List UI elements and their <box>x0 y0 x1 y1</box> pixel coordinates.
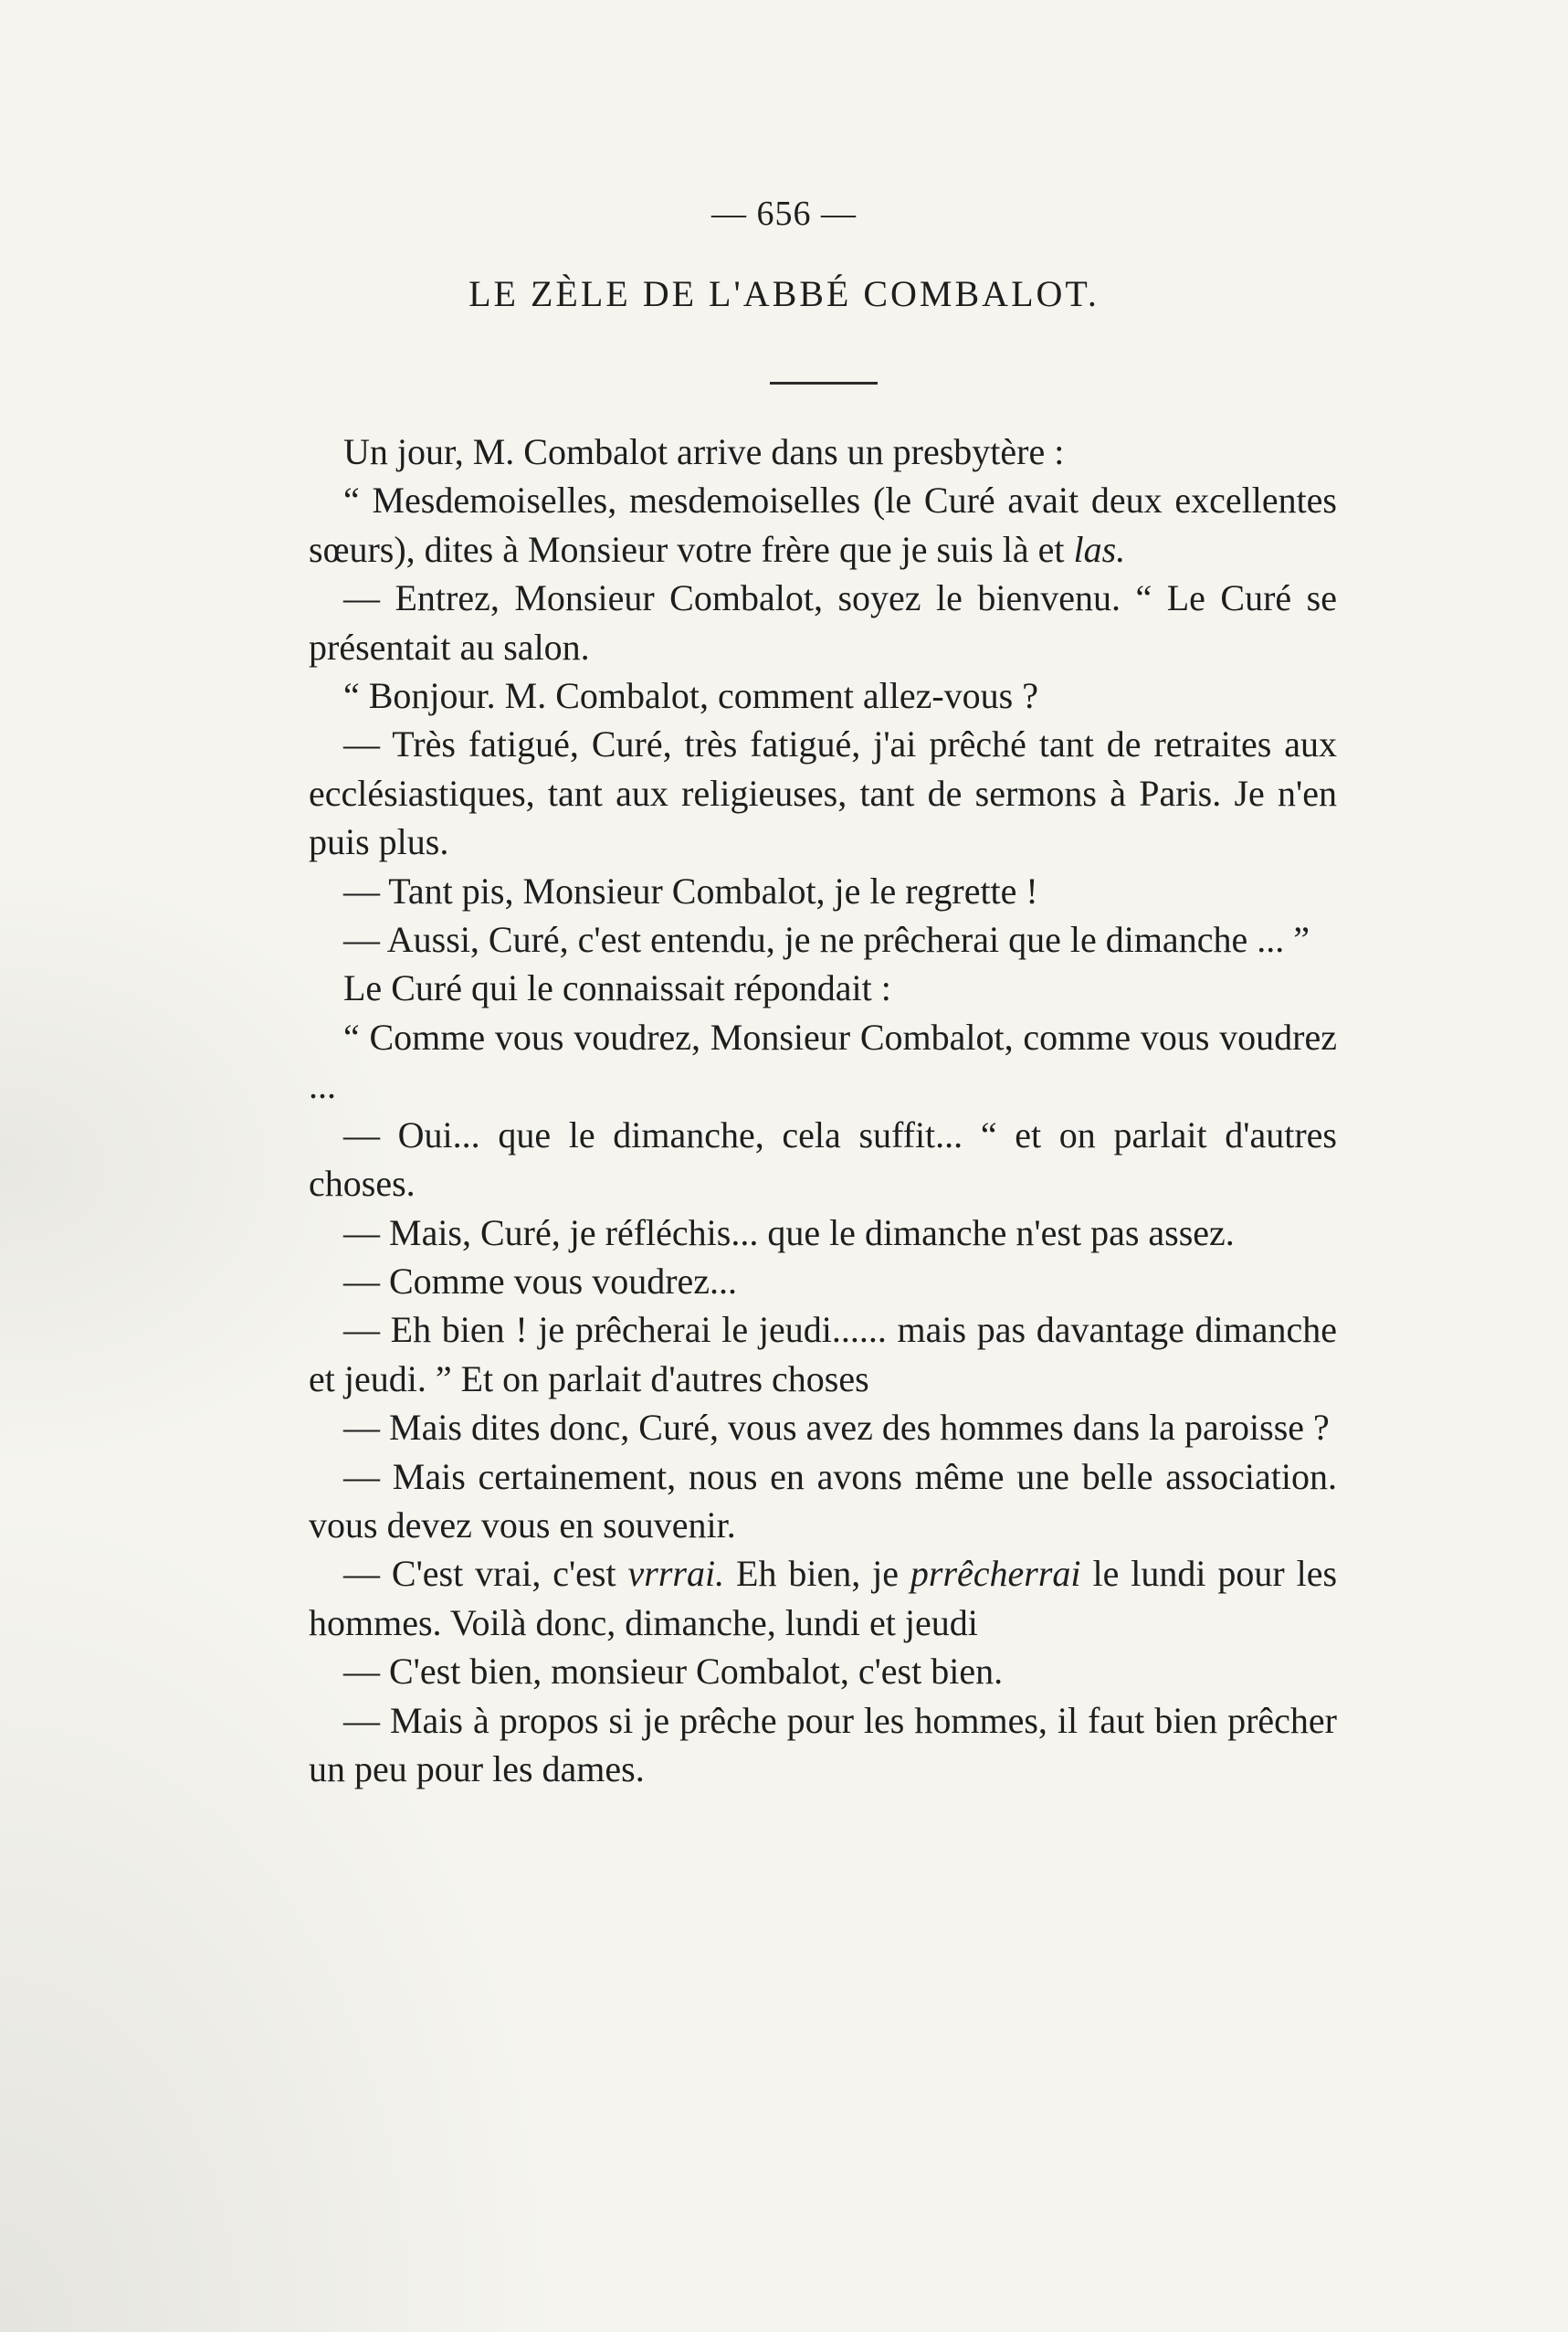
italic-text: las. <box>1073 528 1126 570</box>
paragraph-text: — C'est vrai, c'est <box>343 1553 628 1595</box>
paragraph-text: — Mais à propos si je prêche pour les hommes, il faut bien prêcher un peu pour les dames. <box>309 1699 1337 1789</box>
paragraph <box>309 476 1337 574</box>
paragraph-text: — Mais dites donc, Curé, vous avez des hommes dans la paroisse ? <box>343 1407 1330 1449</box>
paragraph <box>309 1208 1337 1257</box>
paragraph <box>309 1647 1337 1695</box>
paragraph-text: — Mais certainement, nous en avons même une belle association. vous devez vous en souvenir. <box>309 1455 1337 1546</box>
paragraph-text: — C'est bien, monsieur Combalot, c'est bien. <box>343 1651 1004 1693</box>
paragraph-text: Le Curé qui le connaissait répondait : <box>343 967 891 1009</box>
paragraph-text: — Aussi, Curé, c'est entendu, je ne prêcherai que le dimanche ... ” <box>343 919 1310 961</box>
paragraph-text: “ Mesdemoiselles, mesdemoiselles (le Curé avait deux excellentes sœurs), dites à Monsieur votre frère que je suis là et <box>309 480 1337 570</box>
paragraph-text: — Eh bien ! je prêcherai le jeudi...... mais pas davantage dimanche et jeudi. ” Et on parlait d'autres choses <box>309 1309 1337 1399</box>
paragraph <box>309 867 1337 915</box>
paragraph-text: — Comme vous voudrez... <box>343 1260 738 1302</box>
paragraph-text: Un jour, M. Combalot arrive dans un presbytère : <box>343 431 1065 472</box>
paragraph <box>309 1696 1337 1794</box>
paragraph-text: — Très fatigué, Curé, très fatigué, j'ai prêché tant de retraites aux ecclésiastiques, tant aux religieuses, tant de sermons à Paris. Je n'en puis plus. <box>309 723 1337 863</box>
chapter-title: LE ZÈLE DE L'ABBÉ COMBALOT. <box>468 273 1100 314</box>
paragraph <box>309 964 1337 1012</box>
paragraph <box>309 427 1337 476</box>
paragraph <box>309 1305 1337 1403</box>
paragraph <box>309 1013 1337 1111</box>
paragraph-text: — Entrez, Monsieur Combalot, soyez le bienvenu. “ Le Curé se présentait au salon. <box>309 577 1337 668</box>
paragraph-text: “ Bonjour. M. Combalot, comment allez-vous ? <box>343 675 1038 717</box>
paragraph <box>309 1452 1337 1550</box>
italic-text: prrêcherrai <box>910 1553 1081 1595</box>
paragraph-text: “ Comme vous voudrez, Monsieur Combalot, comme vous voudrez ... <box>309 1016 1337 1107</box>
paragraph-text: — Oui... que le dimanche, cela suffit... “ et on parlait d'autres choses. <box>309 1113 1337 1205</box>
paragraph <box>309 1257 1337 1305</box>
paragraph-text: le lundi pour les hommes. Voilà donc, dimanche, lundi et jeudi <box>309 1553 1338 1643</box>
paragraph <box>309 915 1337 964</box>
paragraph-text: — Mais, Curé, je réfléchis... que le dimanche n'est pas assez. <box>343 1211 1235 1253</box>
paragraph-text: Eh bien, je <box>724 1553 910 1595</box>
page-number: — 656 — <box>711 195 857 233</box>
paragraph <box>309 1549 1337 1647</box>
paragraph <box>309 1111 1337 1208</box>
paragraph <box>309 574 1337 671</box>
paragraph <box>309 720 1337 866</box>
italic-text: vrrrai. <box>627 1553 725 1595</box>
body-text <box>309 427 1337 1793</box>
paragraph-text: — Tant pis, Monsieur Combalot, je le regrette ! <box>343 870 1038 912</box>
paragraph <box>309 671 1337 720</box>
title-divider <box>770 382 878 385</box>
paragraph <box>309 1403 1337 1451</box>
